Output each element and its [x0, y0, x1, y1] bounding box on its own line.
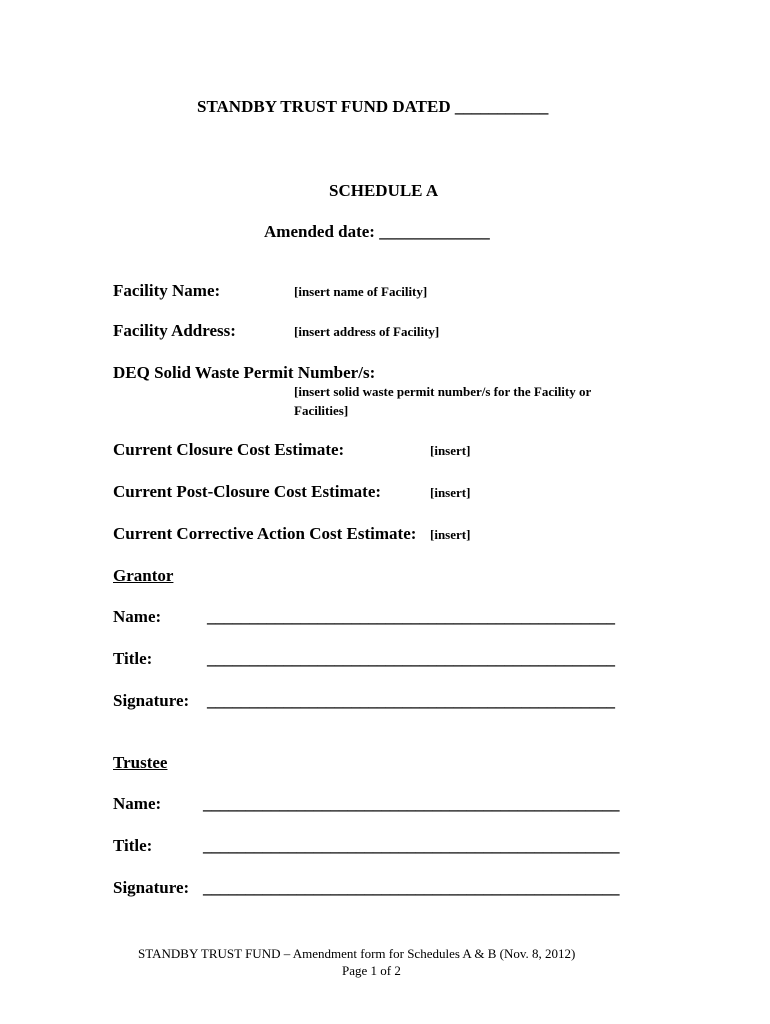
- trustee-title-field[interactable]: _________________________________________________: [203, 836, 620, 855]
- footer-form-info: STANDBY TRUST FUND – Amendment form for Schedules A & B (Nov. 8, 2012): [138, 946, 576, 961]
- facility-name-value: [insert name of Facility]: [294, 284, 428, 299]
- post-closure-estimate-label: Current Post-Closure Cost Estimate:: [113, 482, 382, 501]
- corrective-action-estimate-label: Current Corrective Action Cost Estimate:: [113, 524, 417, 543]
- corrective-action-estimate-value: [insert]: [430, 527, 471, 542]
- trustee-name-label: Name:: [113, 794, 162, 813]
- closure-estimate-value: [insert]: [430, 443, 471, 458]
- schedule-heading: SCHEDULE A: [329, 181, 439, 200]
- trustee-heading: Trustee: [113, 753, 168, 772]
- closure-estimate-label: Current Closure Cost Estimate:: [113, 440, 345, 459]
- permit-number-value-line1: [insert solid waste permit number/s for the Facility or: [294, 384, 592, 399]
- facility-address-value: [insert address of Facility]: [294, 324, 440, 339]
- trustee-signature-field[interactable]: _________________________________________________: [203, 878, 620, 897]
- trustee-signature-label: Signature:: [113, 878, 190, 897]
- amended-date: Amended date: _____________: [264, 222, 490, 241]
- post-closure-estimate-value: [insert]: [430, 485, 471, 500]
- trustee-title-label: Title:: [113, 836, 153, 855]
- footer-page-number: Page 1 of 2: [342, 963, 401, 978]
- document-title: STANDBY TRUST FUND DATED ___________: [197, 97, 549, 116]
- trustee-name-field[interactable]: _________________________________________________: [203, 794, 620, 813]
- permit-number-label: DEQ Solid Waste Permit Number/s:: [113, 363, 376, 382]
- grantor-name-label: Name:: [113, 607, 162, 626]
- facility-address-label: Facility Address:: [113, 321, 236, 340]
- grantor-name-field[interactable]: ________________________________________________: [207, 607, 615, 626]
- grantor-signature-label: Signature:: [113, 691, 190, 710]
- grantor-signature-field[interactable]: ________________________________________________: [207, 691, 615, 710]
- permit-number-value-line2: Facilities]: [294, 403, 349, 418]
- facility-name-label: Facility Name:: [113, 281, 221, 300]
- grantor-title-label: Title:: [113, 649, 153, 668]
- grantor-heading: Grantor: [113, 566, 174, 585]
- grantor-title-field[interactable]: ________________________________________________: [207, 649, 615, 668]
